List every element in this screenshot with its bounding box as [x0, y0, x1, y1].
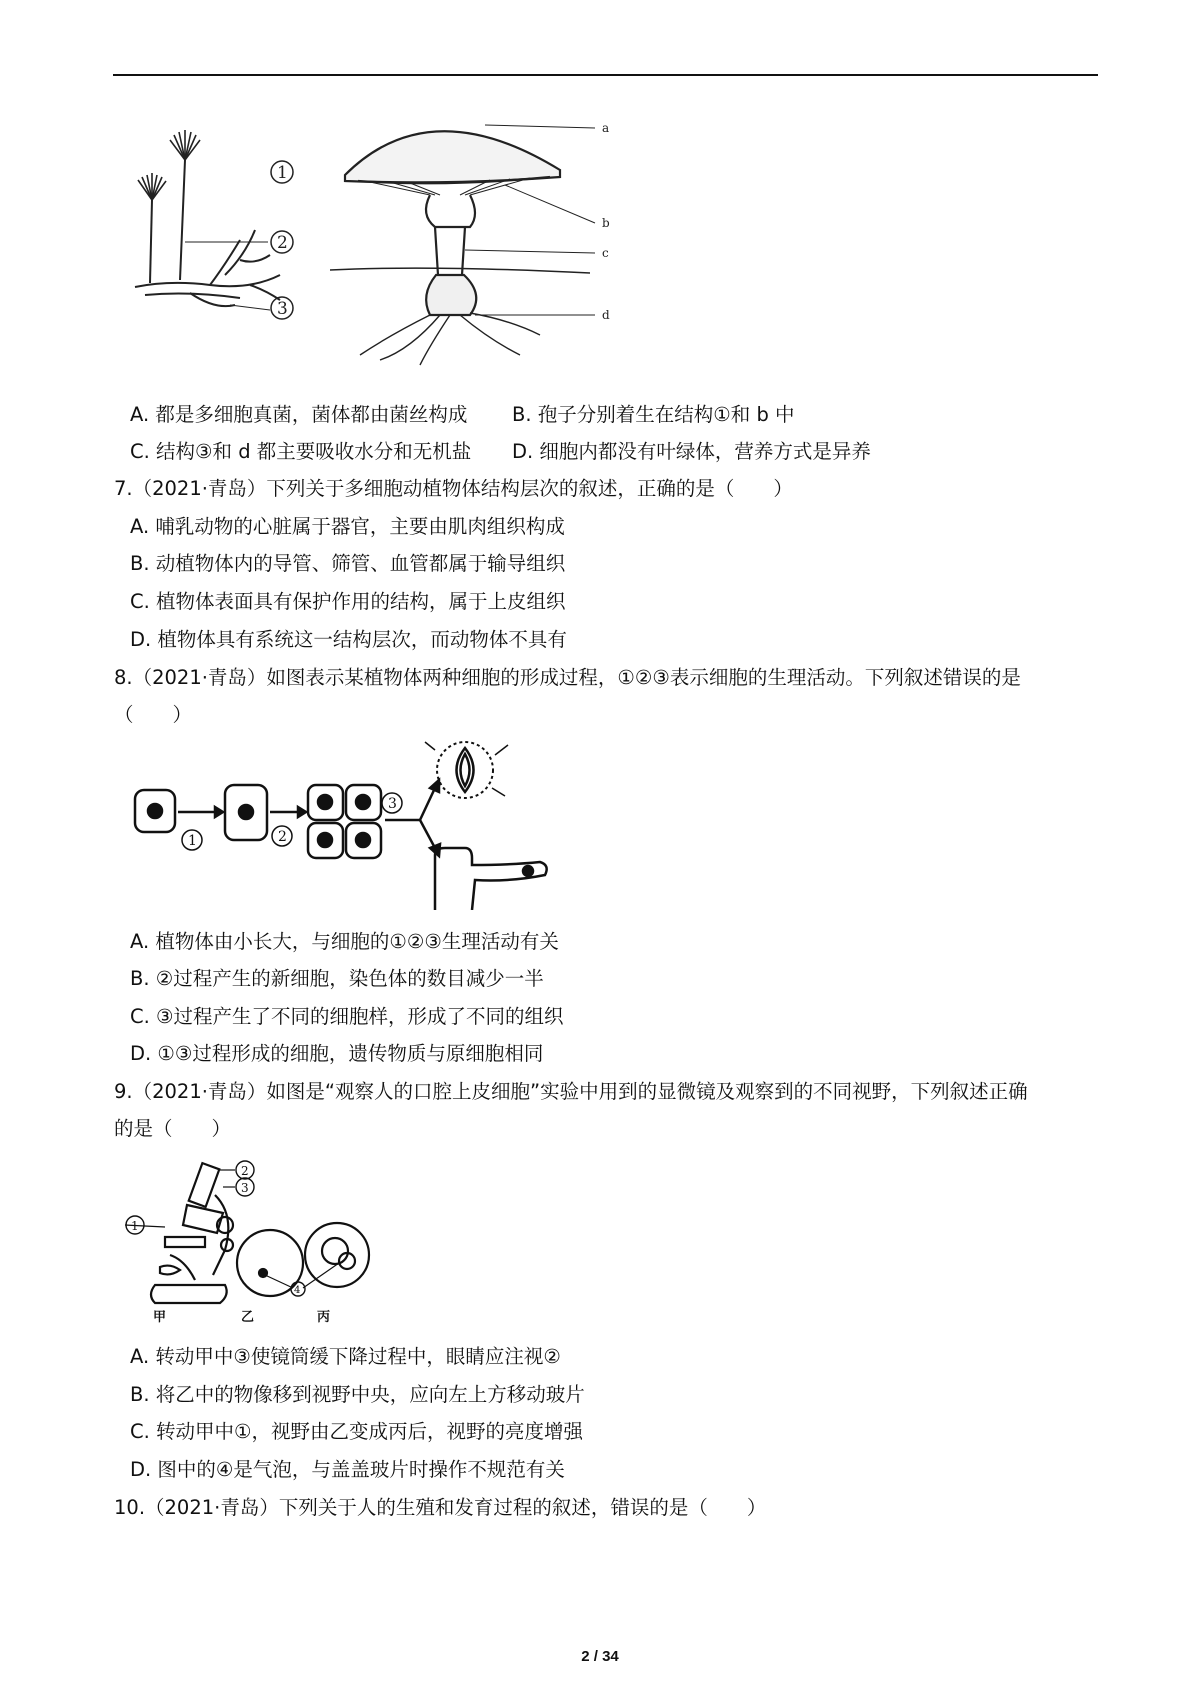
q6-option-b: B. 孢子分别着生在结构①和 b 中	[512, 403, 795, 426]
mushroom-label-b: b	[602, 216, 610, 230]
q6-option-c: C. 结构③和 d 都主要吸收水分和无机盐	[130, 440, 472, 463]
q8-option-c: C. ③过程产生了不同的细胞样，形成了不同的组织	[130, 1005, 564, 1028]
q9-option-d: D. 图中的④是气泡，与盖盖玻片时操作不规范有关	[130, 1458, 565, 1481]
mold-diagram	[135, 130, 280, 310]
caption-bing: 丙	[317, 1310, 331, 1325]
svg-text:4: 4	[294, 1285, 301, 1296]
mushroom-label-a: a	[602, 121, 610, 135]
caption-yi: 乙	[241, 1310, 255, 1325]
q7-option-a: A. 哺乳动物的心脏属于器官，主要由肌肉组织构成	[130, 515, 565, 538]
q7-option-d: D. 植物体具有系统这一结构层次，而动物体不具有	[130, 628, 567, 651]
fungi-figure	[130, 115, 690, 400]
q6-option-a: A. 都是多细胞真菌，菌体都由菌丝构成	[130, 403, 468, 426]
q7-option-c: C. 植物体表面具有保护作用的结构，属于上皮组织	[130, 590, 566, 613]
cell-development-figure	[130, 740, 580, 910]
svg-text:2: 2	[278, 829, 287, 845]
q9-option-c: C. 转动甲中①，视野由乙变成丙后，视野的亮度增强	[130, 1420, 583, 1443]
svg-text:1: 1	[131, 1219, 139, 1233]
caption-jia: 甲	[153, 1310, 167, 1325]
q8-option-a: A. 植物体由小长大，与细胞的①②③生理活动有关	[130, 930, 559, 953]
microscope-figure	[125, 1155, 395, 1325]
q6-option-d: D. 细胞内都没有叶绿体，营养方式是异养	[512, 440, 871, 463]
q9-stem-line1: 9.（2021·青岛）如图是“观察人的口腔上皮细胞”实验中用到的显微镜及观察到的不同视野，下列叙述正确	[114, 1080, 1028, 1103]
svg-text:3: 3	[388, 796, 397, 812]
q9-option-b: B. 将乙中的物像移到视野中央，应向左上方移动玻片	[130, 1383, 585, 1406]
page-number: 2 / 34	[581, 1648, 619, 1665]
q7-option-b: B. 动植物体内的导管、筛管、血管都属于输导组织	[130, 552, 566, 575]
q8-stem-line1: 8.（2021·青岛）如图表示某植物体两种细胞的形成过程，①②③表示细胞的生理活动。下列叙述错误的是	[114, 666, 1021, 689]
q9-option-a: A. 转动甲中③使镜筒缓下降过程中，眼睛应注视②	[130, 1345, 561, 1368]
header-rule	[113, 74, 1098, 76]
mushroom-label-d: d	[602, 308, 610, 322]
svg-text:2: 2	[277, 233, 288, 253]
mushroom-diagram	[330, 125, 595, 365]
q9-stem-line2: 的是（ ）	[114, 1117, 232, 1140]
svg-text:3: 3	[241, 1181, 249, 1195]
mushroom-label-c: c	[602, 246, 609, 260]
svg-text:1: 1	[188, 833, 197, 849]
q8-option-b: B. ②过程产生的新细胞，染色体的数目减少一半	[130, 967, 544, 990]
svg-text:1: 1	[277, 163, 288, 183]
q7-stem: 7.（2021·青岛）下列关于多细胞动植物体结构层次的叙述，正确的是（ ）	[114, 477, 793, 500]
svg-text:2: 2	[241, 1164, 249, 1178]
q8-option-d: D. ①③过程形成的细胞，遗传物质与原细胞相同	[130, 1042, 544, 1065]
q10-stem: 10.（2021·青岛）下列关于人的生殖和发育过程的叙述，错误的是（ ）	[114, 1496, 767, 1519]
q8-stem-line2: （ ）	[114, 703, 193, 726]
svg-text:3: 3	[277, 299, 288, 319]
